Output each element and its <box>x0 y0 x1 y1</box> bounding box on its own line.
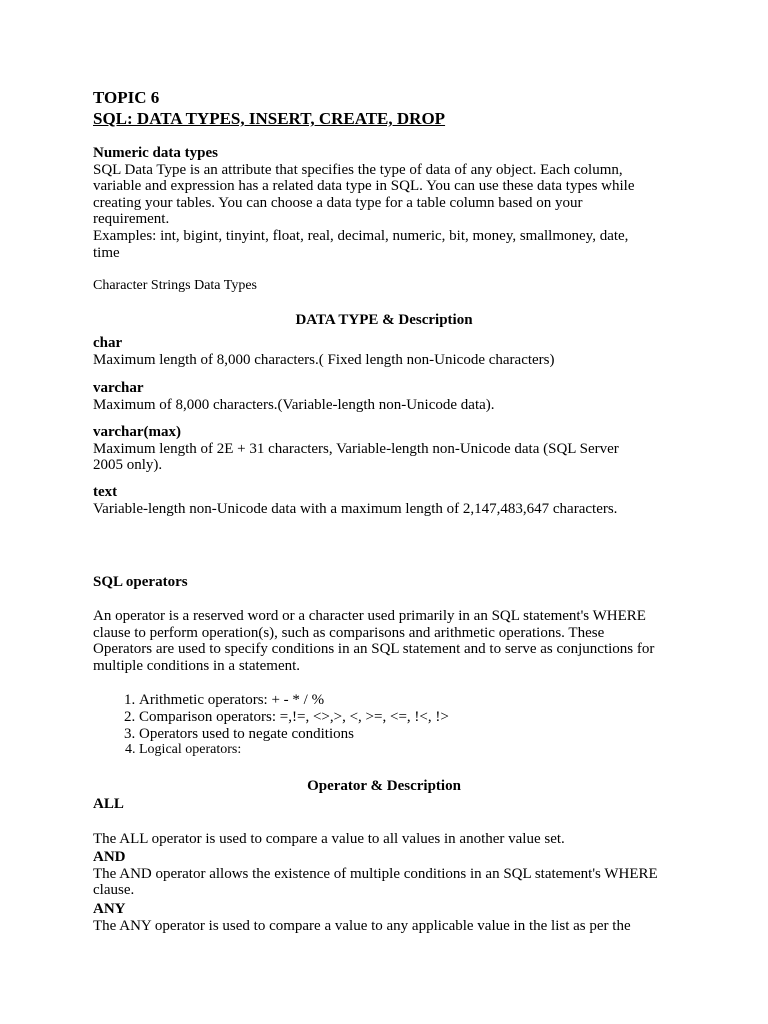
operators-intro-line: Operators are used to specify conditions in an SQL statement and to serve as conjunctions for <box>93 641 655 658</box>
operators-intro-line: An operator is a reserved word or a character used primarily in an SQL statement's WHERE <box>93 608 646 624</box>
numeric-line: Examples: int, bigint, tinyint, float, real, decimal, numeric, bit, money, smallmoney, date, <box>93 227 629 244</box>
operator-desc: clause. <box>93 882 135 899</box>
datatype-desc: Maximum length of 2E + 31 characters, Variable-length non-Unicode data (SQL Server <box>93 440 619 457</box>
operators-heading: SQL operators <box>93 574 188 590</box>
operator-desc: The AND operator allows the existence of multiple conditions in an SQL statement's WHERE <box>93 865 658 882</box>
list-item: 3. Operators used to negate conditions <box>139 726 693 743</box>
numeric-line: creating your tables. You can choose a data type for a table column based on your <box>93 194 583 211</box>
datatype-table-heading: DATA TYPE & Description <box>295 312 473 328</box>
datatype-item <box>93 380 693 413</box>
numeric-heading: Numeric data types <box>93 145 218 161</box>
char-strings-label: Character Strings Data Types <box>93 278 257 293</box>
operator-desc: The ANY operator is used to compare a value to any applicable value in the list as per the <box>93 917 631 934</box>
datatype-name: text <box>93 484 118 500</box>
datatype-name: varchar(max) <box>93 424 182 440</box>
list-item: 2. Comparison operators: =,!=, <>,>, <, >=, <=, !<, !> <box>139 709 693 726</box>
datatype-name: char <box>93 335 123 351</box>
topic-title: TOPIC 6 <box>93 88 160 107</box>
datatype-desc: Variable-length non-Unicode data with a maximum length of 2,147,483,647 characters. <box>93 500 618 517</box>
numeric-line: variable and expression has a related data type in SQL. You can use these data types while <box>93 178 635 195</box>
numeric-line: SQL Data Type is an attribute that specifies the type of data of any object. Each column, <box>93 161 623 178</box>
datatype-desc: Maximum length of 8,000 characters.( Fixed length non-Unicode characters) <box>93 351 555 368</box>
datatype-desc: 2005 only). <box>93 457 163 474</box>
operators-list <box>93 692 693 759</box>
topic-subtitle: SQL: DATA TYPES, INSERT, CREATE, DROP <box>93 109 446 128</box>
numeric-line: time <box>93 244 120 261</box>
datatype-item <box>93 424 693 474</box>
operator-name: AND <box>93 849 126 865</box>
operator-item <box>93 901 693 934</box>
operator-desc: The ALL operator is used to compare a value to all values in another value set. <box>93 831 565 847</box>
datatype-desc: Maximum of 8,000 characters.(Variable-length non-Unicode data). <box>93 396 495 413</box>
operators-intro <box>93 608 693 674</box>
datatype-item <box>93 335 693 368</box>
operator-name: ANY <box>93 901 126 917</box>
numeric-line: requirement. <box>93 211 170 228</box>
datatype-name: varchar <box>93 380 144 396</box>
list-item: 4. Logical operators: <box>139 742 693 759</box>
operators-list-wrap <box>93 692 693 759</box>
operators-intro-line: clause to perform operation(s), such as comparisons and arithmetic operations. These <box>93 624 605 641</box>
datatype-item <box>93 484 693 517</box>
operators-intro-line: multiple conditions in a statement. <box>93 657 301 674</box>
operator-item <box>93 849 693 899</box>
operator-table-heading: Operator & Description <box>307 778 461 794</box>
list-item: 1. Arithmetic operators: + - * / % <box>139 692 693 709</box>
operator-name: ALL <box>93 796 124 812</box>
numeric-section <box>93 145 693 261</box>
